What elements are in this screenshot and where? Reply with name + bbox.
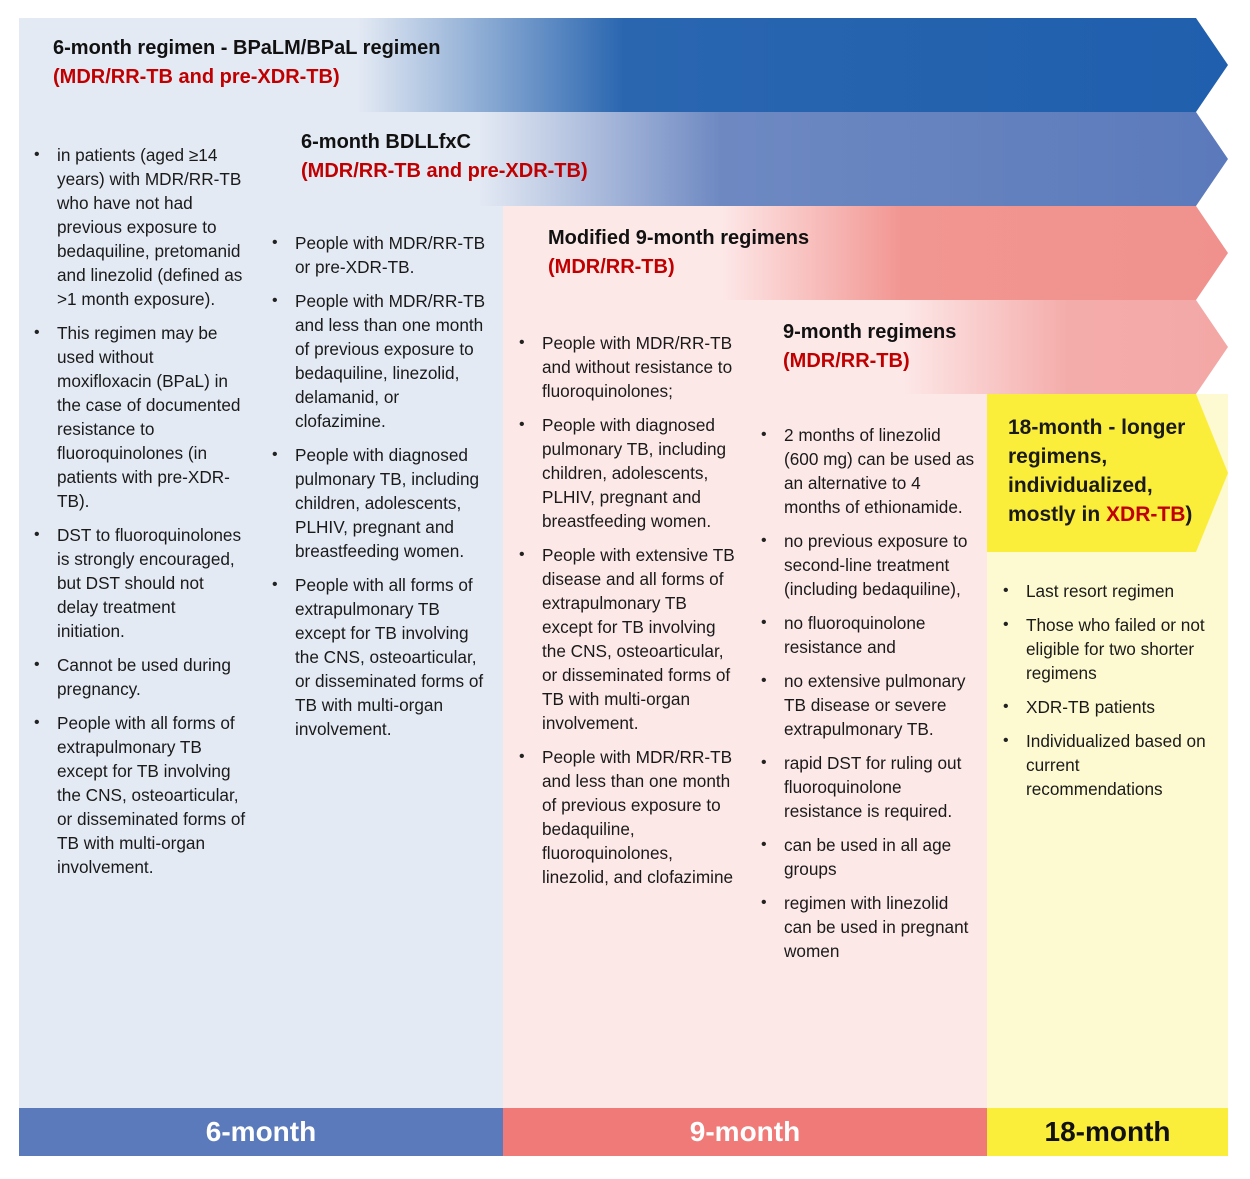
9-month-title-block [783, 318, 956, 376]
list-item: • Last resort regimen [989, 579, 1214, 603]
list-item: • regimen with linezolid can be used in pregnant women [747, 891, 979, 963]
18-month-title-xdr: XDR-TB [1106, 503, 1186, 526]
9-month-title: 9-month regimens [783, 321, 957, 343]
modified-9-month-title: Modified 9-month regimens [548, 227, 810, 249]
list-item: • People with diagnosed pulmonary TB, including children, adolescents, PLHIV, pregnant and breastfeeding women. [258, 443, 486, 563]
list-item: • People with MDR/RR-TB and less than one month of previous exposure to bedaquiline, fluoroquinolones, linezolid, and clofazimine [505, 745, 737, 889]
footer-6-month: 6-month [19, 1108, 503, 1156]
bdllfxc-subtitle: (MDR/RR-TB and pre-XDR-TB) [301, 160, 588, 182]
bdllfxc-title-block [301, 128, 588, 186]
footer-9-month: 9-month [503, 1108, 987, 1156]
list-item: • People with all forms of extrapulmonary TB except for TB involving the CNS, osteoarticular, or disseminated forms of TB with multi-organ involvement. [258, 573, 486, 741]
footer-18-month: 18-month [987, 1108, 1228, 1156]
bpalm-bullet-list [20, 143, 248, 889]
bpalm-subtitle: (MDR/RR-TB and pre-XDR-TB) [53, 66, 340, 88]
list-item: • People with diagnosed pulmonary TB, including children, adolescents, PLHIV, pregnant and breastfeeding women. [505, 413, 737, 533]
list-item: • People with MDR/RR-TB and less than one month of previous exposure to bedaquiline, linezolid, delamanid, or clofazimine. [258, 289, 486, 433]
list-item: • in patients (aged ≥14 years) with MDR/RR-TB who have not had previous exposure to bedaquiline, pretomanid and linezolid (defined as >1 month exposure). [20, 143, 248, 311]
18-month-bullet-list [989, 579, 1214, 811]
list-item: • no previous exposure to second-line treatment (including bedaquiline), [747, 529, 979, 601]
list-item: • DST to fluoroquinolones is strongly encouraged, but DST should not delay treatment initiation. [20, 523, 248, 643]
9-month-subtitle: (MDR/RR-TB) [783, 350, 910, 372]
list-item: • Individualized based on current recommendations [989, 729, 1214, 801]
modified-9-month-bullet-list [505, 331, 737, 899]
list-item: • People with MDR/RR-TB and without resistance to fluoroquinolones; [505, 331, 737, 403]
list-item: • XDR-TB patients [989, 695, 1214, 719]
modified-9-month-title-block [548, 224, 809, 282]
list-item: • Those who failed or not eligible for two shorter regimens [989, 613, 1214, 685]
list-item: • Cannot be used during pregnancy. [20, 653, 248, 701]
9-month-bullet-list [747, 423, 979, 973]
list-item: • 2 months of linezolid (600 mg) can be used as an alternative to 4 months of ethionamide. [747, 423, 979, 519]
list-item: • no fluoroquinolone resistance and [747, 611, 979, 659]
list-item: • People with extensive TB disease and all forms of extrapulmonary TB except for TB involving the CNS, osteoarticular, or disseminated forms of TB with multi-organ involvement. [505, 543, 737, 735]
list-item: • This regimen may be used without moxifloxacin (BPaL) in the case of documented resistance to fluoroquinolones (in patients with pre-XDR-TB). [20, 321, 248, 513]
18-month-title [1008, 413, 1198, 529]
bdllfxc-bullet-list [258, 231, 486, 751]
list-item: • no extensive pulmonary TB disease or severe extrapulmonary TB. [747, 669, 979, 741]
list-item: • rapid DST for ruling out fluoroquinolone resistance is required. [747, 751, 979, 823]
list-item: • People with MDR/RR-TB or pre-XDR-TB. [258, 231, 486, 279]
list-item: • People with all forms of extrapulmonary TB except for TB involving the CNS, osteoarticular, or disseminated forms of TB with multi-organ involvement. [20, 711, 248, 879]
bpalm-title: 6-month regimen - BPaLM/BPaL regimen [53, 37, 441, 59]
bpalm-title-block [53, 34, 440, 92]
list-item: • can be used in all age groups [747, 833, 979, 881]
bdllfxc-title: 6-month BDLLfxC [301, 131, 471, 153]
18-month-title-text: 18-month - longer regimens, individualized, mostly in [1008, 416, 1186, 526]
18-month-title-suffix: ) [1185, 503, 1193, 526]
modified-9-month-subtitle: (MDR/RR-TB) [548, 256, 675, 278]
